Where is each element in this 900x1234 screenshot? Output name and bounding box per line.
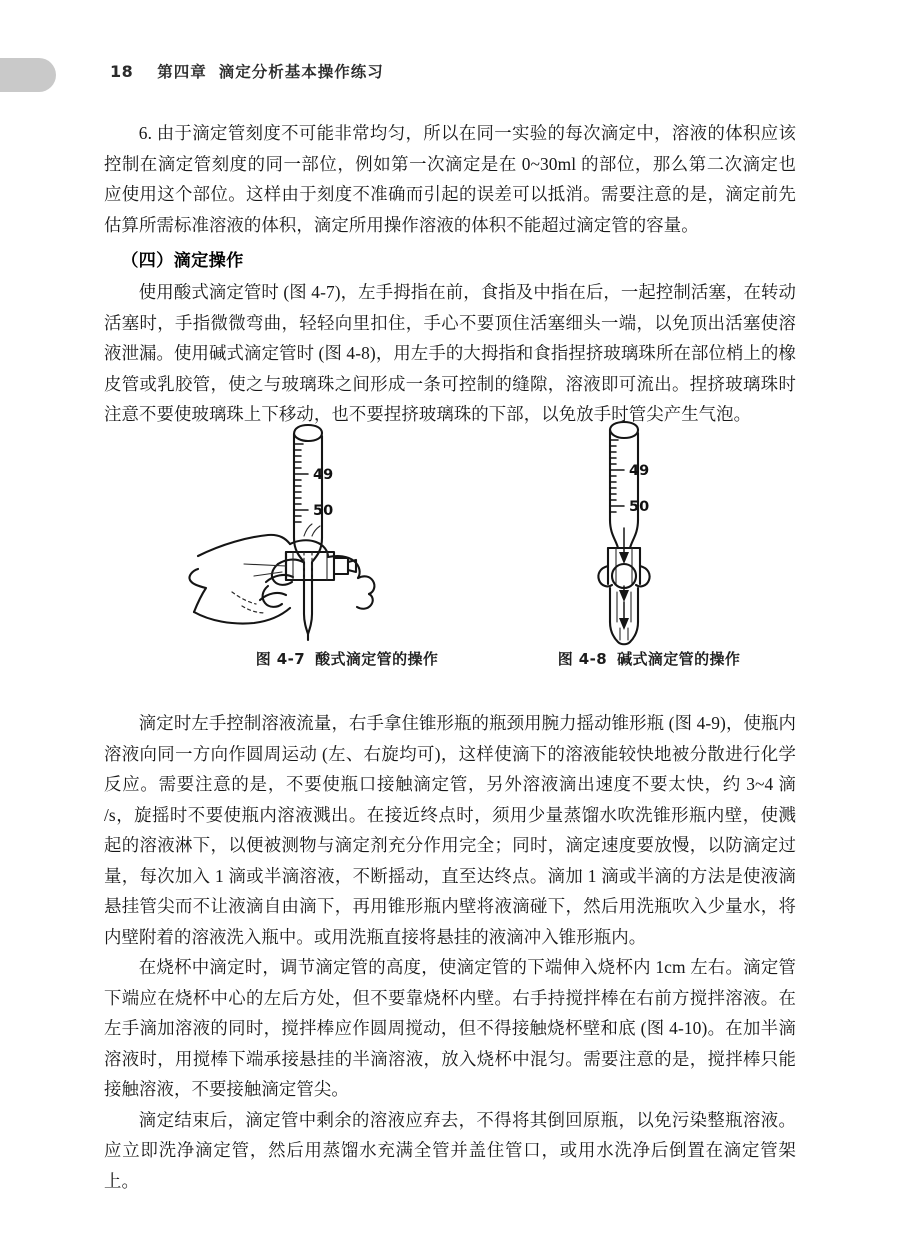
- paragraph-beaker: 在烧杯中滴定时，调节滴定管的高度，使滴定管的下端伸入烧杯内 1cm 左右。滴定管下端应在烧杯中心的左后方处，但不要靠烧杯内壁。右手持搅拌棒在右前方搅拌溶液。在左手滴加溶液的同时，搅拌棒应作圆周搅动，但不得接触烧杯壁和底 (图 4-10)。在加半滴溶液时，用搅棒下端承接悬挂的半滴溶液，放入烧杯中混匀。需要注意的是，搅拌棒只能接触溶液，不要接触滴定管尖。: [104, 957, 796, 1099]
- figure-4-7-artwork: [182, 416, 512, 648]
- figure-4-8: [484, 416, 814, 686]
- figure-4-8-scale-50: 50: [629, 499, 650, 515]
- figure-4-8-scale-49: 49: [629, 463, 650, 479]
- figure-group: [104, 416, 796, 686]
- figure-4-7-scale-50: 50: [313, 503, 334, 519]
- paragraph-shaking: 滴定时左手控制溶液流量，右手拿住锥形瓶的瓶颈用腕力摇动锥形瓶 (图 4-9)，使瓶内溶液向同一方向作圆周运动 (左、右旋均可)，这样使滴下的溶液能较快地被分散进行化学反应。需要注意的是，不要使瓶口接触滴定管，另外溶液滴出速度不要太快，约 3~4 滴 /s，旋摇时不要使瓶内溶液溅出。在接近终点时，须用少量蒸馏水吹洗锥形瓶内壁，使溅起的溶液淋下，以便被测物与滴定剂充分作用完全；同时，滴定速度要放慢，以防滴定过量，每次加入 1 滴或半滴溶液，不断摇动，直至达终点。滴加 1 滴或半滴的方法是使液滴悬挂管尖而不让液滴自由滴下，再用锥形瓶内壁将液滴碰下，然后用洗瓶吹入少量水，将内壁附着的溶液洗入瓶中。或用洗瓶直接将悬挂的液滴冲入锥形瓶内。: [104, 713, 796, 947]
- figure-4-8-caption: [484, 648, 814, 669]
- paragraph-6: 6. 由于滴定管刻度不可能非常均匀，所以在同一实验的每次滴定中，溶液的体积应该控制在滴定管刻度的同一部位，例如第一次滴定是在 0~30ml 的部位，那么第二次滴定也应使用这个部位。这样由于刻度不准确而引起的误差可以抵消。需要注意的是，滴定前先估算所需标准溶液的体积，滴定所用操作溶液的体积不能超过滴定管的容量。: [104, 123, 796, 235]
- body-column-bottom: [104, 708, 796, 1196]
- figure-4-7-caption-text: 酸式滴定管的操作: [315, 650, 439, 668]
- body-column-top: [104, 118, 796, 430]
- chapter-title: 第四章: [157, 63, 207, 81]
- page-number: 18: [110, 62, 134, 81]
- figure-4-8-artwork: [484, 416, 814, 648]
- running-head: [110, 60, 384, 82]
- paragraph-end: 滴定结束后，滴定管中剩余的溶液应弃去，不得将其倒回原瓶，以免污染整瓶溶液。应立即洗净滴定管，然后用蒸馏水充满全管并盖住管口，或用水洗净后倒置在滴定管架上。: [104, 1109, 796, 1191]
- figure-4-8-caption-text: 碱式滴定管的操作: [617, 650, 741, 668]
- running-head-chapter: [157, 60, 384, 82]
- paragraph-operation: 使用酸式滴定管时 (图 4-7)，左手拇指在前，食指及中指在后，一起控制活塞，在转动活塞时，手指微微弯曲，轻轻向里扣住，手心不要顶住活塞细头一端，以免顶出活塞使溶液泄漏。使用碱式滴定管时 (图 4-8)，用左手的大拇指和食指捏挤玻璃珠所在部位梢上的橡皮管或乳胶管，使之与玻璃珠之间形成一条可控制的缝隙，溶液即可流出。捏挤玻璃珠时注意不要使玻璃珠上下移动，也不要捏挤玻璃珠的下部，以免放手时管尖产生气泡。: [104, 282, 796, 424]
- figure-4-7: [182, 416, 512, 686]
- figure-4-8-number: 图 4-8: [557, 650, 608, 668]
- figure-4-7-number: 图 4-7: [255, 650, 306, 668]
- page-marker-tab: [0, 58, 56, 92]
- subhead-titration-operation: （四）滴定操作: [121, 251, 244, 271]
- figure-4-7-scale-49: 49: [313, 467, 334, 483]
- section-title: 滴定分析基本操作练习: [218, 63, 384, 81]
- figure-4-7-caption: [182, 648, 512, 669]
